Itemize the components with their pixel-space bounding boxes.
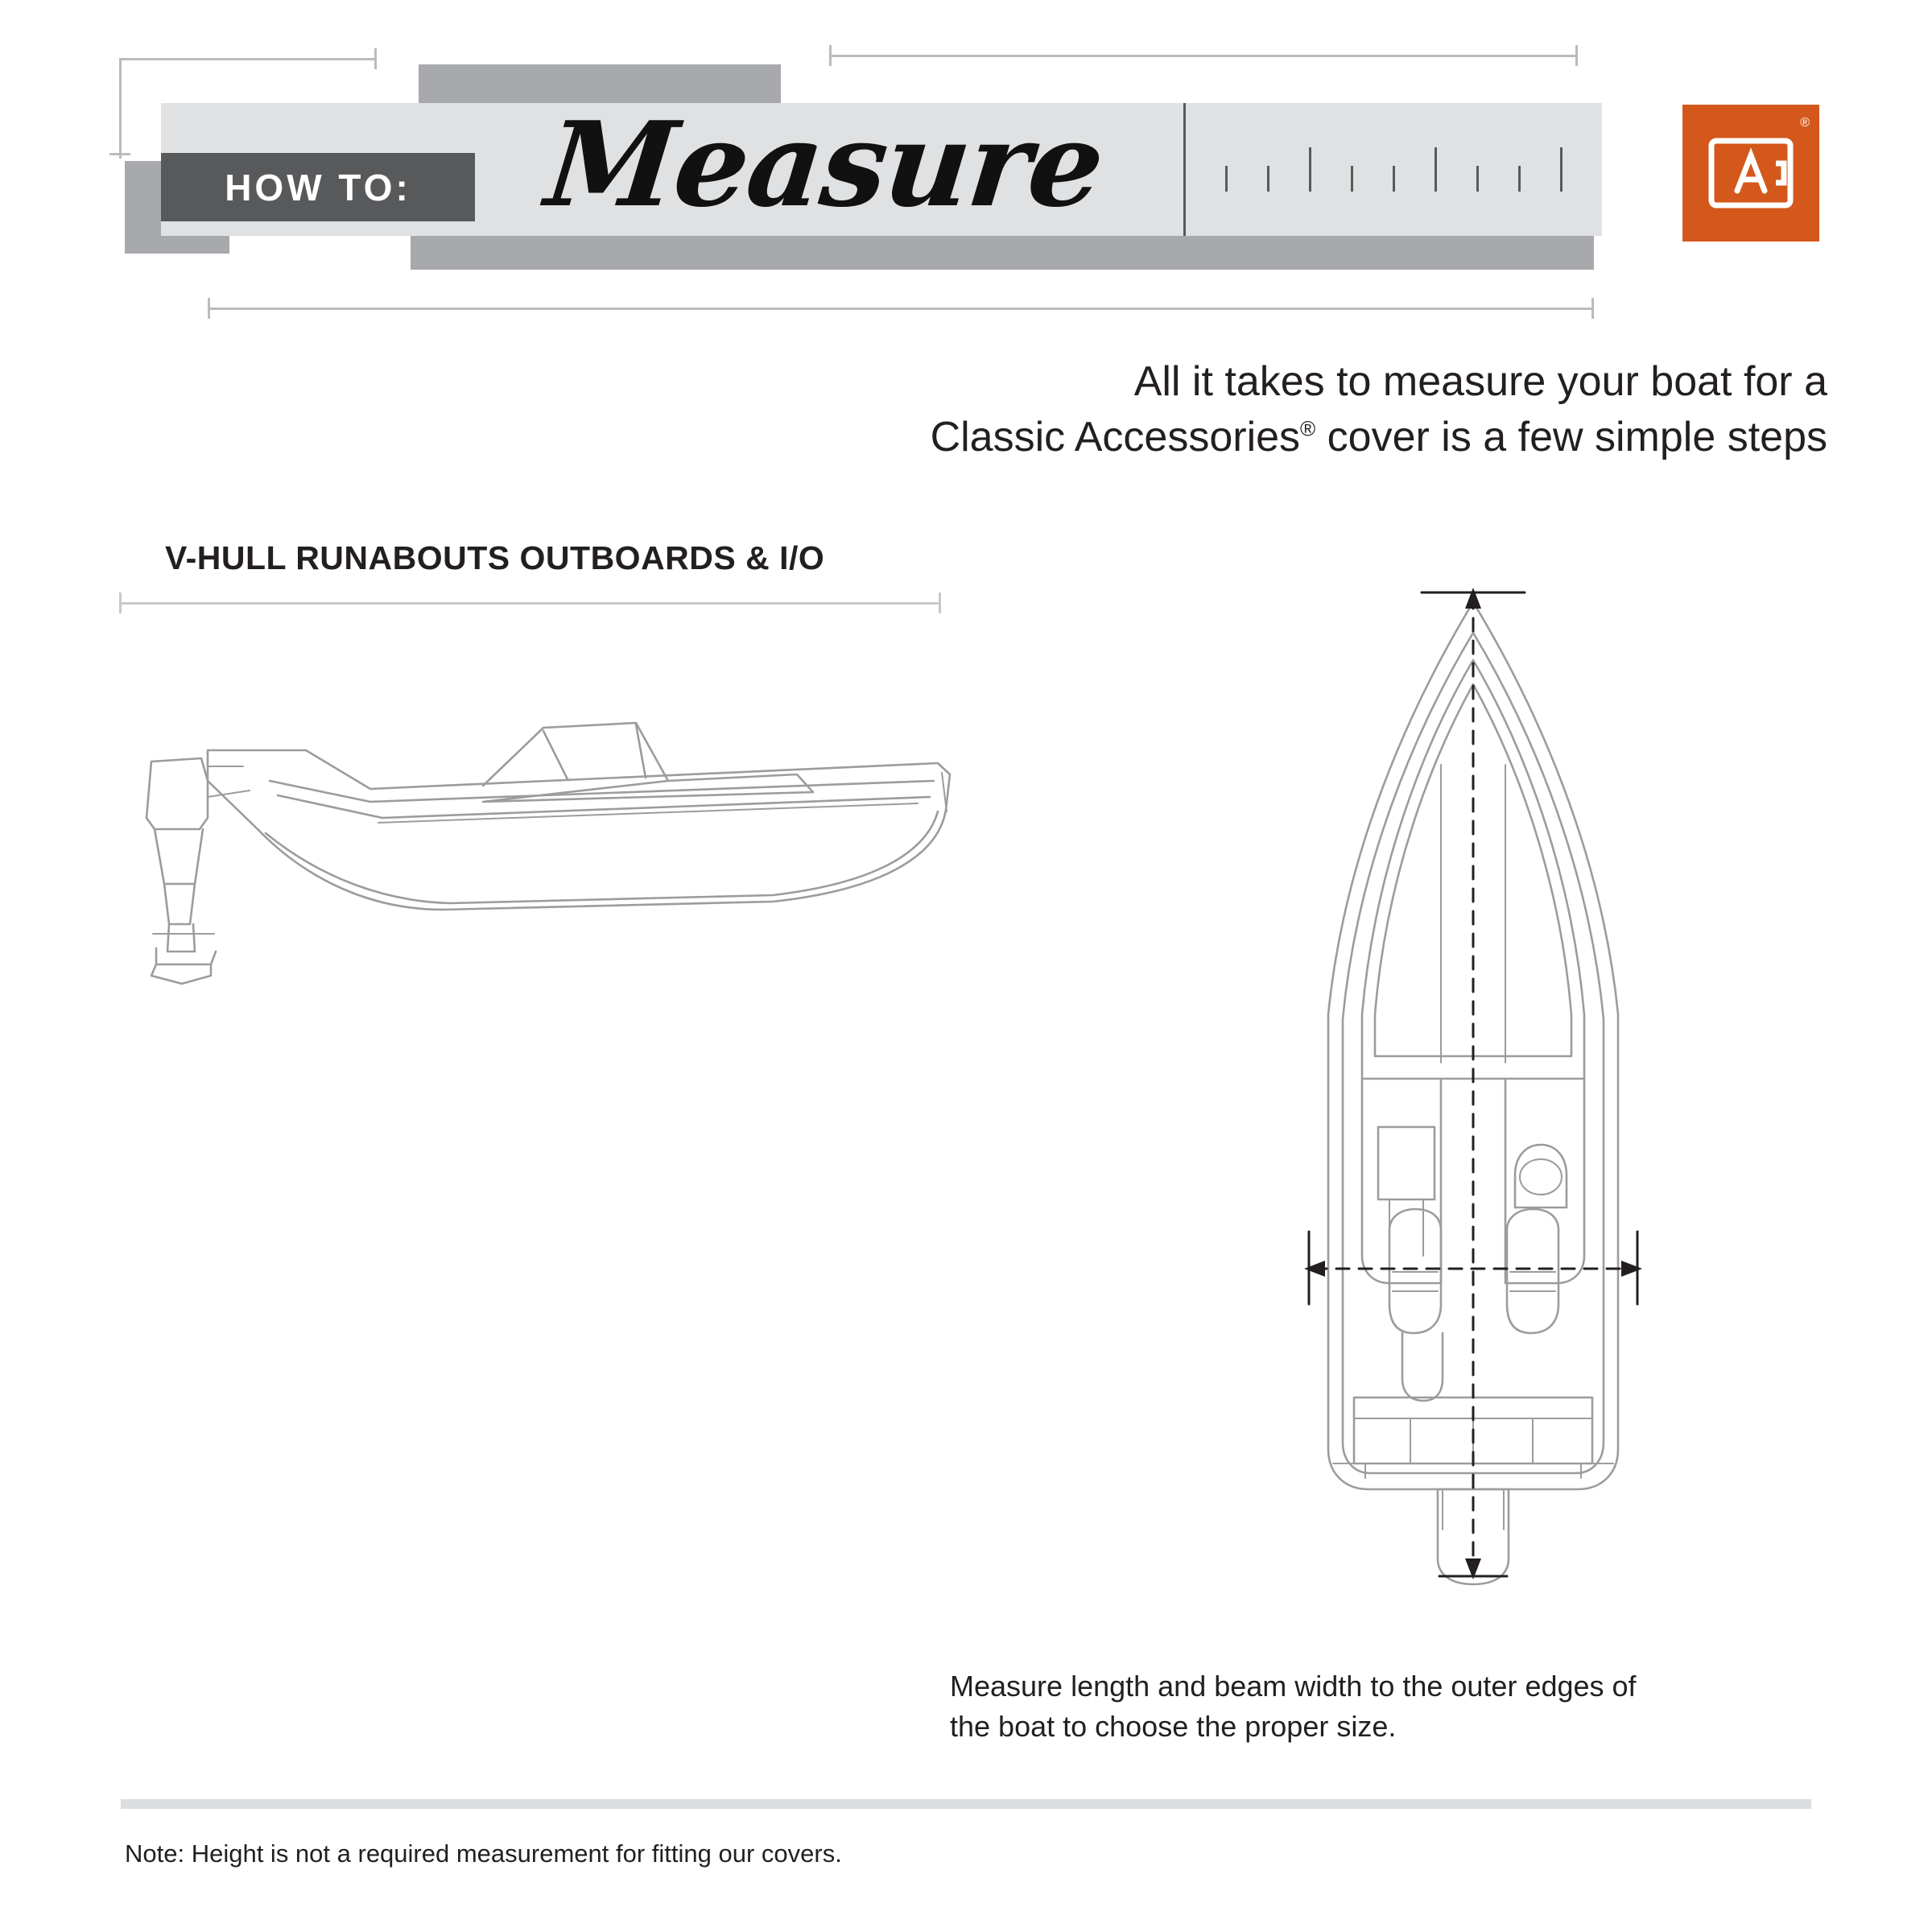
header-guide-cap-topright-r (1575, 45, 1578, 66)
how-to-label: HOW TO: (161, 153, 475, 221)
subtitle-brand: Classic Accessories (930, 413, 1301, 460)
ruler-graphic (1183, 103, 1602, 236)
subtitle-line-2-rest: cover is a few simple steps (1315, 413, 1827, 460)
caption-line-1: Measure length and beam width to the outer edges of (950, 1670, 1637, 1703)
header-guide-bottom (208, 308, 1594, 310)
logo-registered-mark: ® (1800, 116, 1810, 130)
subtitle-line-1: All it takes to measure your boat for a (1133, 358, 1827, 405)
brand-logo (1682, 105, 1819, 242)
header-guide-left-vertical (119, 58, 122, 159)
boat-top-view-illustration (1199, 564, 1747, 1650)
subtitle-line-2 (564, 410, 1827, 465)
header-guide-cap-bottom-r (1591, 298, 1594, 319)
section-heading: V-HULL RUNABOUTS OUTBOARDS & I/O (165, 539, 825, 576)
footer-divider (121, 1799, 1811, 1809)
header-guide-cap-topleft (374, 48, 377, 69)
header-guide-cap-bottom-l (208, 298, 210, 319)
section-divider-cap-right (939, 592, 941, 613)
footer-note: Note: Height is not a required measurement for fitting our covers. (125, 1839, 842, 1868)
section-divider-cap-left (119, 592, 122, 613)
section-divider (119, 602, 940, 605)
caption-line-2: the boat to choose the proper size. (950, 1710, 1397, 1744)
subtitle (564, 354, 1827, 464)
diagram-caption (950, 1666, 1827, 1748)
header-guide-cap-leftend (109, 153, 130, 155)
subtitle-registered-mark: ® (1300, 416, 1316, 441)
page-title: Measure (540, 97, 1109, 233)
header-banner (0, 0, 1932, 338)
header-accent-bar-bottom (411, 233, 1594, 270)
header-guide-cap-topright-l (829, 45, 832, 66)
boat-side-view-illustration (105, 668, 990, 1006)
header-guide-top-left (119, 58, 377, 60)
header-guide-top-right (829, 55, 1578, 57)
logo-mark-icon (1707, 136, 1795, 210)
